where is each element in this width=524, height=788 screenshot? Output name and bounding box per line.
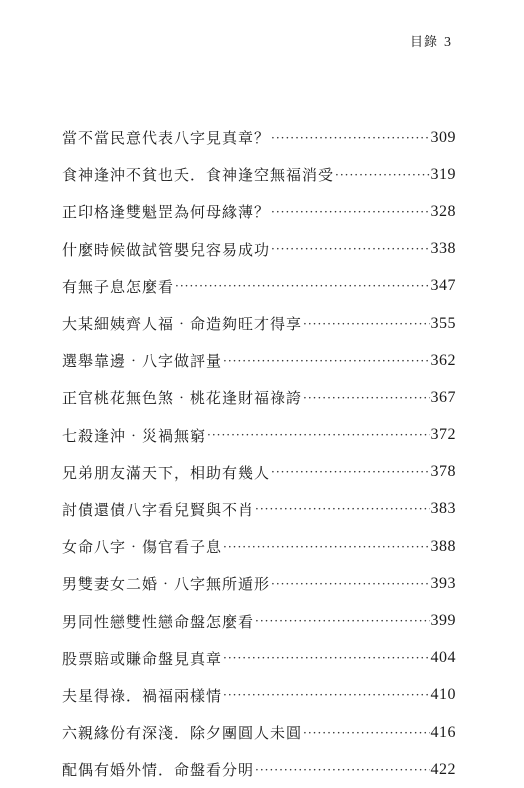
- dot-leader: [255, 614, 429, 628]
- dot-leader: [271, 465, 429, 479]
- toc-entry-title: 正官桃花無色煞‧桃花逢財福祿誇: [62, 389, 303, 408]
- toc-entry-page: 355: [430, 314, 456, 332]
- toc-entry: [62, 677, 456, 714]
- dot-leader: [223, 540, 429, 554]
- dot-leader: [223, 688, 429, 702]
- toc-entry-page: 404: [430, 649, 456, 667]
- toc-entry: [62, 193, 456, 230]
- toc-entry: [62, 751, 456, 788]
- toc-entry: [62, 602, 456, 639]
- toc-entry-title: 配偶有婚外情．命盤看分明: [62, 761, 255, 780]
- table-of-contents: [62, 119, 456, 788]
- toc-entry-page: 367: [430, 388, 456, 406]
- toc-entry-page: 372: [430, 426, 456, 444]
- toc-entry-page: 378: [430, 463, 456, 481]
- toc-entry: [62, 714, 456, 751]
- toc-entry-page: 328: [430, 202, 456, 220]
- toc-entry: [62, 305, 456, 342]
- dot-leader: [255, 502, 429, 516]
- toc-entry-title: 七殺逢沖‧災禍無窮: [62, 426, 207, 445]
- toc-entry-page: 410: [430, 686, 456, 704]
- toc-entry-page: 399: [430, 612, 456, 630]
- dot-leader: [271, 131, 429, 145]
- toc-entry: [62, 640, 456, 677]
- header-title: 目錄: [409, 35, 438, 50]
- running-header: [410, 31, 452, 51]
- toc-entry-title: 股票賠或賺命盤見真章: [62, 649, 223, 668]
- dot-leader: [255, 763, 429, 777]
- dot-leader: [303, 726, 429, 740]
- toc-entry-page: 388: [430, 537, 456, 555]
- toc-entry: [62, 454, 456, 491]
- toc-entry-title: 六親緣份有深淺．除夕團圓人未圓: [62, 724, 303, 743]
- toc-entry-title: 食神逢沖不貧也夭．食神逢空無福消受: [62, 166, 335, 185]
- toc-entry-page: 383: [430, 500, 456, 518]
- dot-leader: [303, 391, 429, 405]
- toc-entry-title: 大某細姨齊人福‧命造夠旺才得享: [62, 315, 303, 334]
- toc-entry-page: 416: [430, 723, 456, 741]
- toc-entry: [62, 565, 456, 602]
- dot-leader: [175, 279, 429, 293]
- dot-leader: [271, 205, 429, 219]
- toc-entry-title: 女命八字‧傷官看子息: [62, 538, 223, 557]
- toc-entry-title: 什麼時候做試管嬰兒容易成功: [62, 240, 271, 259]
- toc-entry-title: 討債還債八字看兒賢與不肖: [62, 500, 255, 519]
- toc-entry: [62, 417, 456, 454]
- toc-entry-title: 當不當民意代表八字見真章？: [62, 129, 271, 148]
- toc-entry-page: 338: [430, 240, 456, 258]
- toc-entry-page: 422: [430, 760, 456, 778]
- toc-entry: [62, 342, 456, 379]
- toc-entry-page: 309: [430, 128, 456, 146]
- toc-entry-title: 兄弟朋友滿天下，相助有幾人: [62, 463, 271, 482]
- toc-entry: [62, 528, 456, 565]
- toc-entry: [62, 268, 456, 305]
- dot-leader: [271, 242, 429, 256]
- toc-entry: [62, 231, 456, 268]
- toc-entry: [62, 491, 456, 528]
- dot-leader: [207, 428, 429, 442]
- toc-entry: [62, 156, 456, 193]
- toc-entry-title: 選舉靠邊‧八字做評量: [62, 352, 223, 371]
- dot-leader: [223, 651, 429, 665]
- toc-entry: [62, 379, 456, 416]
- toc-entry: [62, 119, 456, 156]
- dot-leader: [223, 354, 429, 368]
- dot-leader: [303, 317, 429, 331]
- toc-entry-page: 393: [430, 574, 456, 592]
- toc-entry-title: 有無子息怎麼看: [62, 277, 175, 296]
- toc-entry-title: 男雙妻女二婚‧八字無所遁形: [62, 575, 271, 594]
- dot-leader: [271, 577, 429, 591]
- toc-entry-page: 347: [430, 277, 456, 295]
- toc-entry-title: 正印格逢雙魁罡為何母緣薄？: [62, 203, 271, 222]
- toc-entry-page: 319: [430, 165, 456, 183]
- toc-entry-title: 男同性戀雙性戀命盤怎麼看: [62, 612, 255, 631]
- toc-entry-page: 362: [430, 351, 456, 369]
- dot-leader: [335, 168, 429, 182]
- header-page-number: 3: [444, 35, 452, 50]
- toc-entry-title: 夫星得祿．禍福兩樣情: [62, 686, 223, 705]
